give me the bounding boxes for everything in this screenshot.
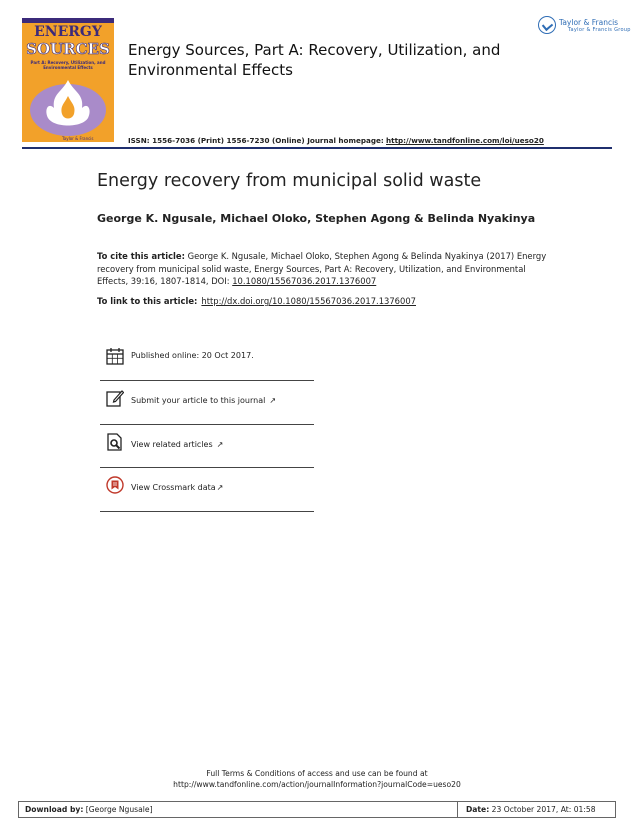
published-online-row bbox=[100, 340, 314, 381]
cover-top-strip bbox=[22, 18, 114, 23]
article-actions-panel bbox=[100, 340, 314, 512]
cover-title-bottom: SOURCES bbox=[26, 40, 110, 58]
article-doi-url[interactable]: http://dx.doi.org/10.1080/15567036.2017.1376007 bbox=[201, 296, 416, 306]
related-articles-label: View related articles bbox=[131, 439, 213, 449]
submit-article-link[interactable] bbox=[131, 396, 276, 405]
citation-label: To cite this article: bbox=[97, 251, 185, 261]
download-by-value: [George Ngusale] bbox=[83, 805, 153, 814]
related-articles-link[interactable] bbox=[131, 440, 223, 449]
crossmark-icon bbox=[106, 476, 124, 494]
cover-title-top: ENERGY bbox=[34, 24, 102, 40]
submit-article-label: Submit your article to this journal bbox=[131, 396, 266, 405]
article-link-line bbox=[97, 296, 416, 306]
download-by bbox=[25, 805, 153, 814]
citation-doi-link[interactable]: 10.1080/15567036.2017.1376007 bbox=[232, 276, 377, 286]
header-rule bbox=[22, 147, 612, 149]
cover-publisher: Taylor & Francis bbox=[62, 136, 94, 141]
journal-cover bbox=[22, 18, 114, 142]
issn-text: ISSN: 1556-7036 (Print) 1556-7230 (Online) Journal homepage: bbox=[128, 136, 384, 145]
related-search-icon bbox=[106, 433, 124, 451]
external-link-icon: ↗︎ bbox=[269, 396, 277, 405]
cover-flame-icon bbox=[22, 70, 114, 142]
publisher-logo[interactable] bbox=[538, 16, 631, 38]
download-date bbox=[466, 805, 596, 814]
terms-url[interactable]: http://www.tandfonline.com/action/journalInformation?journalCode=ueso20 bbox=[173, 780, 461, 789]
published-online-label: Published online: 20 Oct 2017. bbox=[131, 351, 254, 360]
issn-line bbox=[128, 136, 544, 145]
submit-pencil-icon bbox=[106, 389, 124, 407]
download-bar-divider bbox=[457, 802, 458, 817]
related-articles-row[interactable] bbox=[100, 425, 314, 469]
download-by-label: Download by: bbox=[25, 805, 84, 814]
crossmark-label: View Crossmark data bbox=[131, 483, 216, 492]
calendar-icon bbox=[106, 347, 124, 365]
cover-subtitle: Part A: Recovery, Utilization, and Environmental Effects bbox=[30, 60, 106, 70]
journal-title: Energy Sources, Part A: Recovery, Utilization, and Environmental Effects bbox=[128, 41, 501, 79]
submit-article-row[interactable] bbox=[100, 381, 314, 425]
publisher-logo-group: Taylor & Francis Group bbox=[568, 27, 631, 33]
external-link-icon: ↗︎ bbox=[216, 483, 224, 492]
article-authors: George K. Ngusale, Michael Oloko, Stephen Agong & Belinda Nyakinya bbox=[97, 212, 536, 225]
terms-line-1: Full Terms & Conditions of access and use can be found at bbox=[206, 769, 428, 778]
link-label: To link to this article: bbox=[97, 296, 198, 306]
crossmark-link[interactable] bbox=[131, 483, 223, 492]
download-info-bar bbox=[18, 801, 616, 818]
journal-homepage-link[interactable]: http://www.tandfonline.com/loi/ueso20 bbox=[386, 136, 544, 145]
publisher-logo-icon bbox=[538, 16, 556, 34]
citation-text: George K. Ngusale, Michael Oloko, Stephen Agong & Belinda Nyakinya (2017) Energy recovery from municipal solid waste, Energy Sources, Part A: Recovery, Utilization, and Environmental Effects, 39:16, 1807-1814, DOI: bbox=[97, 251, 547, 286]
crossmark-row[interactable] bbox=[100, 468, 314, 512]
publisher-logo-name: Taylor & Francis bbox=[559, 18, 619, 27]
external-link-icon: ↗︎ bbox=[216, 439, 224, 449]
download-date-label: Date: bbox=[466, 805, 490, 814]
download-date-value: 23 October 2017, At: 01:58 bbox=[489, 805, 596, 814]
article-title: Energy recovery from municipal solid waste bbox=[97, 171, 482, 191]
citation-block bbox=[97, 250, 557, 288]
terms-notice bbox=[0, 768, 634, 790]
